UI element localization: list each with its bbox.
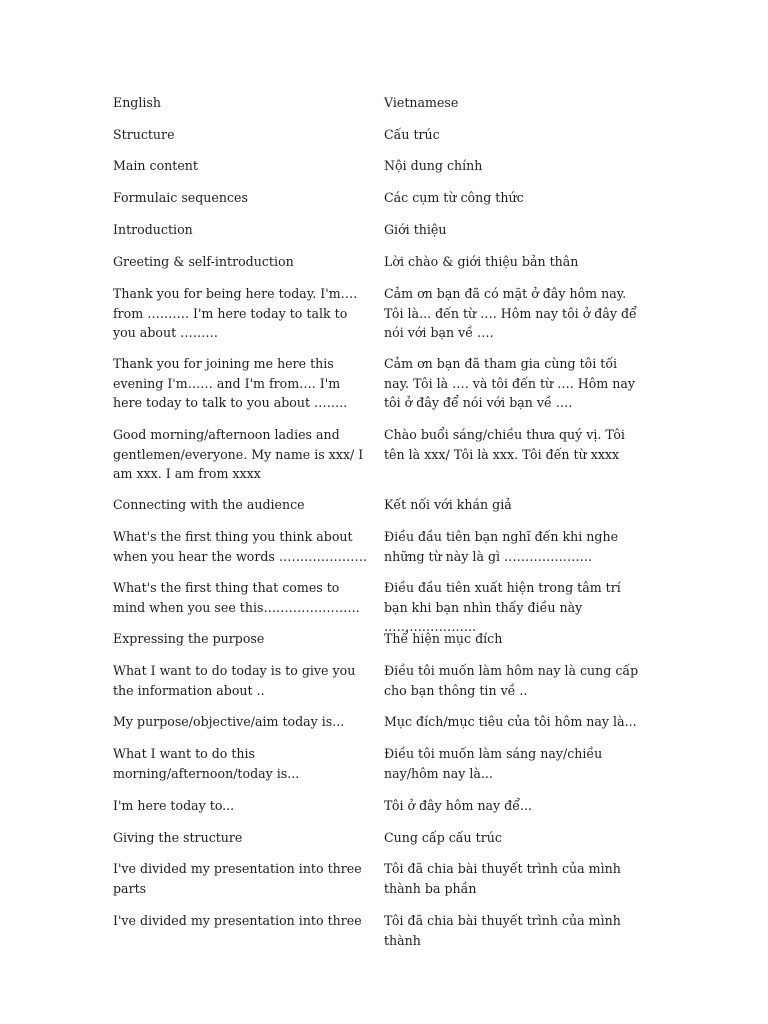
vietnamese-cell: Cấu trúc [384,127,440,142]
vietnamese-cell: Tôi đã chia bài thuyết trình của mình thành [384,913,621,948]
english-cell: Main content [113,158,198,173]
vietnamese-cell: Giới thiệu [384,222,447,237]
english-cell: What's the first thing that comes to mind when you see this………………….. [113,580,360,615]
english-cell: Formulaic sequences [113,190,248,205]
vietnamese-cell: Tôi đã chia bài thuyết trình của mình thành ba phần [384,861,621,896]
english-cell: What I want to do today is to give you the information about .. [113,663,356,698]
vietnamese-cell: Tôi ở đây hôm nay để... [384,798,532,813]
vietnamese-cell: Nội dung chính [384,158,483,173]
english-cell: I've divided my presentation into three [113,913,362,928]
vietnamese-cell: Điều tôi muốn làm sáng nay/chiều nay/hôm nay là... [384,746,603,781]
vietnamese-cell: Cảm ơn bạn đã tham gia cùng tôi tối nay. Tôi là …. và tôi đến từ …. Hôm nay tôi ở đây để nói với bạn về …. [384,356,635,410]
english-cell: Thank you for joining me here this evening I'm…… and I'm from…. I'm here today to talk to you about …….. [113,356,348,410]
vietnamese-cell: Thể hiện mục đích [384,631,503,646]
english-cell: Structure [113,127,175,142]
english-cell: What's the first thing you think about when you hear the words ………………… [113,529,368,564]
vietnamese-cell: Điều đầu tiên bạn nghĩ đến khi nghe những từ này là gì ………………… [384,529,619,564]
vietnamese-cell: Điều tôi muốn làm hôm nay là cung cấp cho bạn thông tin về .. [384,663,639,698]
english-cell: What I want to do this morning/afternoon/today is... [113,746,300,781]
vietnamese-cell: Lời chào & giới thiệu bản thân [384,254,579,269]
english-cell: My purpose/objective/aim today is... [113,714,345,729]
english-header: English [113,95,161,110]
english-cell: Thank you for being here today. I'm…. from ………. I'm here today to talk to you about ……… [113,286,358,340]
vietnamese-cell: Cung cấp cấu trúc [384,830,502,845]
english-cell: Connecting with the audience [113,497,305,512]
vietnamese-header: Vietnamese [384,95,459,110]
english-cell: Good morning/afternoon ladies and gentlemen/everyone. My name is xxx/ I am xxx. I am from xxxx [113,427,364,481]
english-cell: Expressing the purpose [113,631,265,646]
vietnamese-cell: Mục đích/mục tiêu của tôi hôm nay là... [384,714,637,729]
vietnamese-cell: Kết nối với khán giả [384,497,512,512]
english-cell: Introduction [113,222,193,237]
english-cell: Greeting & self-introduction [113,254,294,269]
vietnamese-cell: Chào buổi sáng/chiều thưa quý vị. Tôi tên là xxx/ Tôi là xxx. Tôi đến từ xxxx [384,427,625,462]
english-cell: I'm here today to... [113,798,235,813]
vietnamese-cell: Điều đầu tiên xuất hiện trong tâm trí bạn khi bạn nhìn thấy điều này …………………. [384,580,621,634]
english-cell: I've divided my presentation into three parts [113,861,362,896]
vietnamese-cell: Cảm ơn bạn đã có mặt ở đây hôm nay. Tôi là... đến từ …. Hôm nay tôi ở đây để nói với bạn về …. [384,286,637,340]
vietnamese-cell: Các cụm từ công thức [384,190,524,205]
english-cell: Giving the structure [113,830,243,845]
